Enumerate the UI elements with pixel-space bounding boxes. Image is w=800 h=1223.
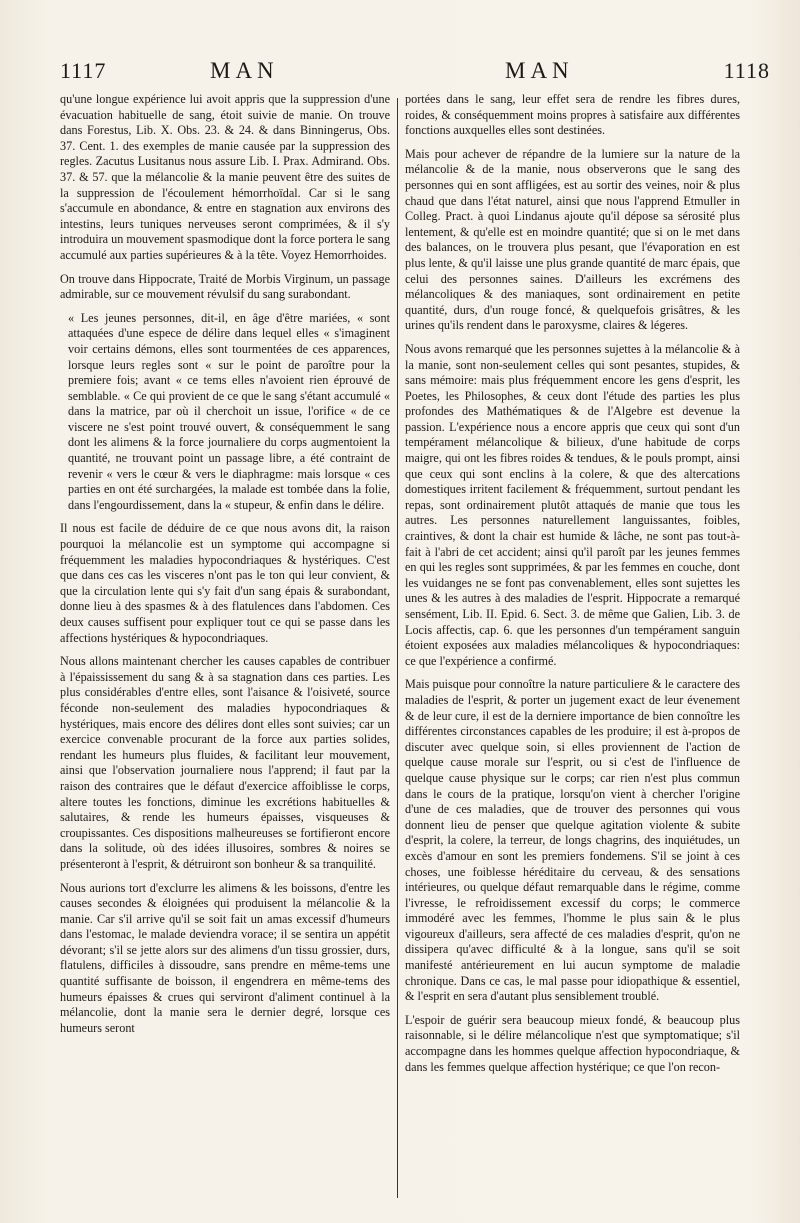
paragraph: Il nous est facile de déduire de ce que nous avons dit, la raison pourquoi la mélancolie est un symptome qui accompagne si fréquemment les maladies hypocondriaques & hystériques. C'est que dans ces cas les visceres n'ont pas le ton qui leur convient, & que la circulation lente qui s'y fait d'un sang épais & surabondant, donne lieu à des spasmes & à des flatulences dans l'abdomen. Ces deux causes suffisent pour expliquer tout ce qui se passe dans les affections hystériques & hypocondriaques. [60,521,390,645]
paragraph: Nous aurions tort d'exclurre les alimens & les boissons, d'entre les causes secondes & éloignées qui produisent la mélancolie & la manie. Car s'il arrive qu'il se soit fait un amas excessif d'humeurs dans l'estomac, le malade deviendra vorace; il se sentira un appétit dévorant; s'il se jette alors sur des alimens d'un tissu grossier, durs, flatulens, difficiles à dissoudre, sans prendre en même-tems une quantité suffisante de boisson, il engendrera en même-tems des humeurs épaisses & crues qui serviront d'aliment continuel à la mélancolie, dont la manie sera le dernier degré, lorsque ces humeurs seront [60,880,390,1035]
running-head-right: MAN [505,58,574,83]
left-column [60,92,390,1044]
paragraph: L'espoir de guérir sera beaucoup mieux fondé, & beaucoup plus raisonnable, si le délire mélancolique n'est que symptomatique; s'il accompagne dans les hommes quelque affection hypocondriaque, & dans les femmes quelque affection hystérique; ce que l'on recon- [405,1012,740,1074]
paragraph: Nous avons remarqué que les personnes sujettes à la mélancolie & à la manie, sont non-seulement celles qui sont pesantes, stupides, & sans mémoire: mais plus fréquemment encore les gens d'esprit, les Poetes, les Philosophes, & ceux dont l'étude des parties les plus profondes des Mathématiques & de l'Algebre est devenue la passion. L'expérience nous a encore appris que ceux qui sont d'un tempérament mélancolique & bilieux, d'une habitude de corps maigre, qui ont les fibres roides & tendues, & le pouls prompt, ainsi que ceux qui sont enclins à la colere, & que des altercations domestiques irritent facilement & fréquemment, surtout pendant les repas, sont ordinairement plutôt attaqués de manie que tous les autres. Les personnes naturellement languissantes, foibles, craintives, & dont la chair est humide & lâche, ne sont pas tout-à-fait à l'abri de cet accident; ainsi qu'il paroît par les jeunes femmes en qui les regles sont supprimées, & par les femmes en couche, dont les vuidanges ne se font pas convenablement, elles sont sujettes les unes & les autres à des maladies de l'esprit. Hippocrate a remarqué sensément, Lib. II. Epid. 6. Sect. 3. de même que Galien, Lib. 3. de Locis affectis, cap. 6. que les personnes d'un tempérament sanguin étoient exposées aux maladies mélancoliques & hypocondriaques: ce que l'expérience a confirmé. [405,341,740,668]
running-head-left: MAN [210,58,279,83]
paragraph: On trouve dans Hippocrate, Traité de Morbis Virginum, un passage admirable, sur ce mouvement révulsif du sang surabondant. [60,271,390,302]
paragraph: Mais puisque pour connoître la nature particuliere & le caractere des maladies de l'esprit, & porter un jugement exact de leur évenement & de leur cure, il est de la derniere importance de bien connoître les différentes circonstances capables de les produire; il est à-propos de discuter avec quelque soin, si elles proviennent de l'action de quelque cause morale sur l'esprit, ou si c'est de l'influence de quelque cause physique sur le corps; car rien n'est plus commun dans le cours de la pratique, lorsqu'on vient à chercher l'origine d'une de ces maladies, que de trouver des personnes qui vous donnent lieu de penser que quelque agitation violente & subite d'esprit, la colere, la terreur, de longs chagrins, des inquiétudes, un excès d'amour en sont les premiers fondemens. S'il se joint à ces choses, une foiblesse héréditaire du cerveau, & des sensations intérieures, ou quelque défaut remarquable dans le régime, comme l'ivresse, le refroidissement excessif du corps; le commerce immodéré avec les femmes, l'homme le plus sain & le plus vigoureux d'ailleurs, sera affecté de ces maladies d'esprit, qu'on ne dissipera qu'avec difficulté & à la longue, sans qu'il se soit manifesté antérieurement en lui aucun symptome de maladie chronique. Dans ce cas, le mal passe pour idiopathique & essentiel, & l'esprit en sera d'autant plus sensiblement troublé. [405,677,740,1004]
page-header [60,58,770,92]
paragraph: Nous allons maintenant chercher les causes capables de contribuer à l'épaississement du sang & à sa stagnation dans ces parties. Les plus considérables d'entre elles, sont l'aisance & l'oisiveté, source féconde non-seulement des maladies hypocondriaques & hystériques, mais encore des délires dont elles sont suivies; car un exercice convenable procurant de la force aux parties solides, rendant les humeurs plus fluides, & facilitant leur mouvement, ainsi que l'observation journaliere nous l'apprend; il faut par la raison des contraires que le défaut d'exercice affoiblisse le corps, altere toutes les fonctions, diminue les excrétions habituelles & salutaires, & rende les humeurs épaisses, visqueuses & croupissantes. Ces dispositions malheureuses se fortifieront encore dans la solitude, où des idées illusoires, sombres & noires se présenteront à l'esprit, & détruiront son bonheur & sa tranquilité. [60,654,390,871]
quotation-paragraph: « Les jeunes personnes, dit-il, en âge d'être mariées, « sont attaquées d'une espece de délire dans lequel elles « s'imaginent voir certains démons, elles sont tourmentées de ces apparences, lorsque leurs regles sont « sur le point de paroître pour la premiere fois; avant « ce tems elles n'avoient rien éprouvé de semblable. « Ce qui provient de ce que le sang s'étant accumulé « dans la matrice, par où il cherchoit un issue, l'orifice « de ce viscere ne s'est point trouvé ouvert, & conséquemment le sang dont les alimens & la force journaliere du corps augmentoient la quantité, ne trouvant point un passage libre, a été contraint de revenir « vers le cœur & vers le diaphragme: mais lorsque « ces parties en ont été surchargées, la malade est tombée dans la folie, dans l'engourdissement, dans la « stupeur, & enfin dans le délire. [68,310,390,512]
paragraph: Mais pour achever de répandre de la lumiere sur la nature de la mélancolie & de la manie, nous observerons que le sang des personnes qui en sont affligées, est au sortir des veines, noir & plus chaud que dans l'état naturel, ainsi que nous l'apprend Etmuller in Colleg. Pract. à quoi Lindanus ajoute qu'il dépose sa sérosité plus lentement, & qu'elle est en moindre quantité; que si on le met dans des balances, on le trouvera plus pesant, que l'évaporation en est plus lente, & qu'il laisse une plus grande quantité de marc épais, que celui des personnes saines. D'ailleurs les excrémens des mélancoliques & des maniaques, sont ordinairement en petite quantité, durs, d'un rouge foncé, & quelquefois grisâtres, & les urines qu'ils rendent dans le paroxysme, claires & légeres. [405,146,740,333]
page-number-right: 1118 [723,58,770,83]
paragraph: qu'une longue expérience lui avoit appris que la suppression d'une évacuation habituelle de sang, étoit suivie de manie. On trouve dans Forestus, Lib. X. Obs. 23. & 24. & dans Binningerus, Obs. 37. Cent. 1. des exemples de manie causée par la suppression des regles. Zacutus Lusitanus nous assure Lib. I. Prax. Admirand. Obs. 37. & 57. que la mélancolie & la manie peuvent être des suites de la suppression de l'écoulement hémorrhoïdal. Car si le sang s'accumule en abondance, & entre en stagnation aux environs des intestins, leurs tuniques nerveuses seront comprimées, & il s'y introduira un mouvement spasmodique dont la force portera le sang accumulé aux parties supérieures & à la tête. Voyez Hemorrhoides. [60,92,390,262]
page-number-left: 1117 [60,58,107,83]
paragraph: portées dans le sang, leur effet sera de rendre les fibres dures, roides, & conséquemment moins propres à satisfaire aux différentes fonctions auxquelles elles sont destinées. [405,92,740,138]
right-column [405,92,740,1083]
column-divider [397,98,398,1198]
